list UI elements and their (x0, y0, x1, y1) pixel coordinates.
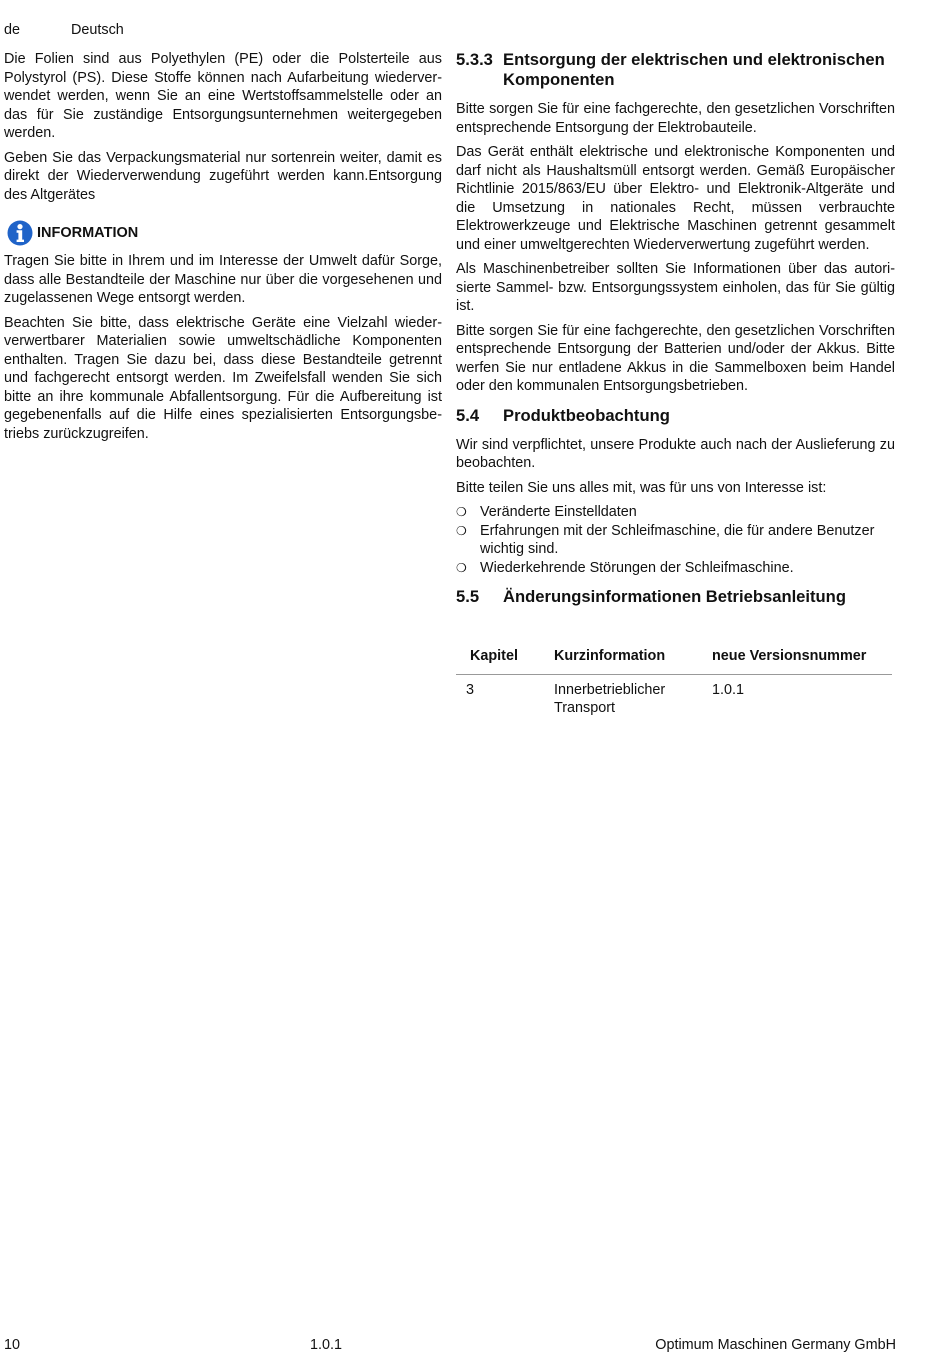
company-name: Optimum Maschinen Germany GmbH (655, 1337, 896, 1353)
table-header-row (456, 641, 892, 674)
table-cell-kurzinformation: Innerbetrieblicher Transport (554, 681, 666, 716)
bullet-circle-icon: ❍ (456, 560, 467, 575)
information-notice (4, 220, 442, 246)
left-column (4, 50, 442, 449)
section-title: Produktbeobachtung (503, 405, 670, 425)
section-number: 5.5 (456, 587, 480, 606)
electrical-paragraph-2: Das Gerät enthält elektrische und elektronische Komponenten und darf nicht als Haushaltsmüll entsorgt werden. Gemäß Europäischer Richtlinie 2015/863/EU über Elektro- und Elektronik-Altgeräte und die Umsetzung in nationales Recht, müssen verbrauchte Elektrowerkzeuge und Elektrische Maschinen getrennt gesammelt und einer umweltgerechten Wiederverwertung zugeführt werden. (456, 144, 895, 253)
section-number: 5.3.3 (456, 50, 493, 69)
packaging-paragraph-2: Geben Sie das Verpackungsmaterial nur sortenrein weiter, damit es direkt der Wiederverwendung zugeführt werden kann.Entsorgung des Altgerätes (4, 149, 442, 203)
observation-list (456, 503, 895, 577)
change-table (456, 641, 892, 718)
column-header-kapitel: Kapitel (456, 641, 554, 674)
observation-paragraph-2: Bitte teilen Sie uns alles mit, was für uns von Interesse ist: (456, 479, 827, 496)
information-paragraph-2: Beachten Sie bitte, dass elektrische Geräte eine Vielzahl wiederverwertbarer Materialien sowie umweltschädliche Komponenten enthalten. Tragen Sie dazu bei, dass diese Bestandteile getrennt und fachgerecht entsorgt werden. Im Zweifelsfall wenden Sie sich bitte an ihre kommunale Abfallentsorgung. Für die Aufbereitung ist gegebenenfalls auf die Hilfe eines spezialisierten Entsorgungsbetriebs zurückzugreifen. (4, 314, 442, 442)
electrical-paragraph-4: Bitte sorgen Sie für eine fachgerechte, den gesetzlichen Vorschriften entsprechende Entsorgung der Batterien und/oder der Akkus. Bitte werfen Sie nur entladene Akkus in die Sammelboxen beim Handel oder den kommunalen Entsorgungsbetrieben. (456, 322, 895, 394)
list-item: ❍ Erfahrungen mit der Schleifmaschine, die für andere Benutzer wichtig sind. (456, 522, 875, 557)
section-title: Änderungsinformationen Betriebsanleitung (503, 587, 846, 606)
right-column (456, 50, 895, 718)
packaging-paragraph-1: Die Folien sind aus Polyethylen (PE) oder die Polsterteile aus Polystyrol (PS). Diese Stoffe können nach Aufarbeitung wiederverwendet werden, wenn Sie an eine Wertstoffsammelstelle oder an das für Sie zuständige Entsorgungsunternehmen weitergegeben werden. (4, 51, 442, 141)
electrical-paragraph-3: Als Maschinenbetreiber sollten Sie Informationen über das autorisierte Sammel- bzw. Entsorgungssystem einholen, das für Sie gültig ist. (456, 261, 895, 314)
information-label: INFORMATION (37, 224, 139, 241)
bullet-circle-icon: ❍ (456, 505, 467, 519)
table-cell-kapitel: 3 (466, 681, 475, 698)
information-paragraph-1: Tragen Sie bitte in Ihrem und im Interesse der Umwelt dafür Sorge, dass alle Bestandteile der Maschine nur über die vorgesehenen und zugelassenen Wege entsorgt werden. (4, 253, 442, 306)
page-header (4, 21, 124, 40)
column-header-version: neue Versionsnummer (712, 641, 892, 674)
list-item: ❍ Wiederkehrende Störungen der Schleifmaschine. (456, 559, 794, 576)
language-code: de (4, 22, 21, 38)
section-5-4 (456, 406, 895, 578)
observation-paragraph-1: Wir sind verpflichtet, unsere Produkte auch nach der Auslieferung zu beobachten. (456, 436, 895, 471)
document-version: 1.0.1 (310, 1337, 343, 1353)
table-row (456, 674, 892, 718)
table-cell-version: 1.0.1 (712, 681, 745, 698)
section-5-4-heading (456, 406, 895, 426)
information-icon (7, 220, 33, 246)
bullet-circle-icon: ❍ (456, 523, 467, 538)
section-5-5-heading (456, 587, 895, 607)
page-number: 10 (4, 1337, 21, 1353)
column-header-kurzinformation: Kurzinformation (554, 641, 712, 674)
section-number: 5.4 (456, 405, 480, 425)
section-5-5 (456, 587, 895, 718)
section-5-3-3-heading (456, 50, 895, 90)
list-item: ❍ Veränderte Einstelldaten (456, 504, 637, 520)
electrical-paragraph-1: Bitte sorgen Sie für eine fachgerechte, den gesetzlichen Vorschriften entsprechende Entsorgung der Elektrobauteile. (456, 101, 895, 136)
language-name: Deutsch (71, 22, 124, 38)
section-title: Entsorgung der elektrischen und elektronischen Komponenten (503, 50, 885, 89)
